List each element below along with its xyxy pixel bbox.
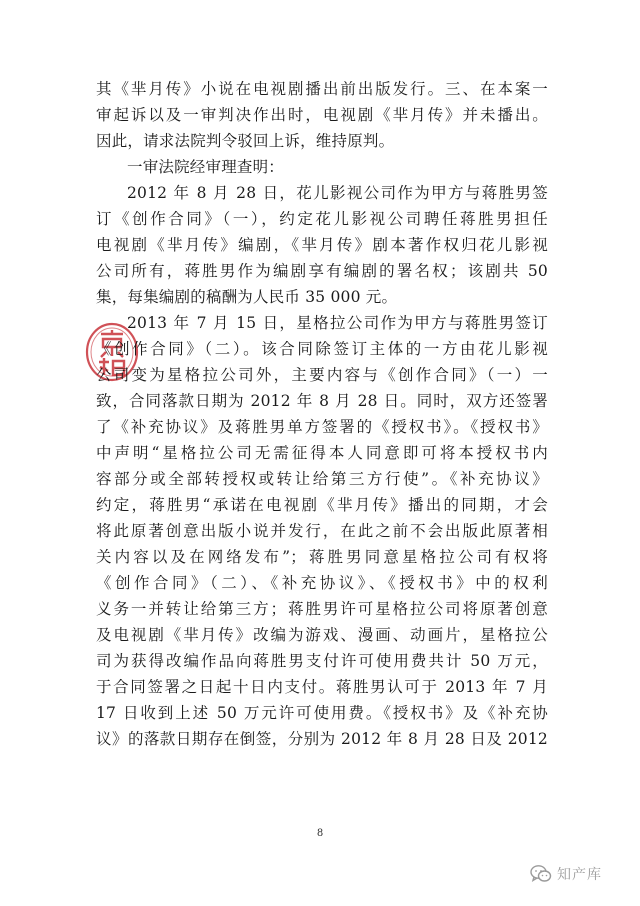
text-line: 司为获得改编作品向蒋胜男支付许可使用费共计 50 万元， — [96, 652, 548, 670]
text-line: 《创作合同》（二）。该合同除签订主体的一方由花儿影视 — [96, 340, 548, 358]
text-line: 集，每集编剧的稿酬为人民币 35 000 元。 — [96, 288, 398, 306]
text-line: 将此原著创意出版小说并发行，在此之前不会出版此原著相 — [96, 522, 548, 540]
text-line: 致，合同落款日期为 2012 年 8 月 28 日。同时，双方还签署 — [96, 392, 548, 410]
watermark-label: 知产库 — [557, 867, 602, 883]
text-line: 订《创作合同》（一），约定花儿影视公司聘任蒋胜男担任 — [96, 210, 548, 228]
text-line: 及电视剧《芈月传》改编为游戏、漫画、动画片，星格拉公 — [96, 626, 548, 644]
text-line: 其《芈月传》小说在电视剧播出前出版发行。三、在本案一 — [96, 80, 548, 98]
text-line: 于合同签署之日起十日内支付。蒋胜男认可于 2013 年 7 月 — [96, 678, 548, 696]
text-line: 公司变为星格拉公司外，主要内容与《创作合同》（一）一 — [96, 366, 548, 384]
text-line: 了《补充协议》及蒋胜男单方签署的《授权书》。《授权书》 — [96, 418, 548, 436]
document-body — [96, 76, 548, 752]
text-line: 《创作合同》（二）、《补充协议》、《授权书》中的权利 — [96, 574, 548, 592]
text-line: 关内容以及在网络发布”；蒋胜男同意星格拉公司有权将 — [96, 548, 548, 566]
text-line: 中声明“星格拉公司无需征得本人同意即可将本授权书内 — [96, 444, 548, 462]
text-line: 容部分或全部转授权或转让给第三方行使”。《补充协议》 — [96, 470, 548, 488]
text-line: 公司所有，蒋胜男作为编剧享有编剧的署名权；该剧共 50 — [96, 262, 548, 280]
page-number: 8 — [316, 828, 324, 839]
watermark — [530, 862, 602, 886]
text-line: 审起诉以及一审判决作出时，电视剧《芈月传》并未播出。 — [96, 106, 548, 124]
text-line: 因此，请求法院判令驳回上诉，维持原判。 — [96, 132, 395, 150]
text-line: 2012 年 8 月 28 日，花儿影视公司作为甲方与蒋胜男签 — [127, 184, 548, 202]
text-line: 电视剧《芈月传》编剧，《芈月传》剧本著作权归花儿影视 — [96, 236, 548, 254]
wechat-icon — [530, 864, 552, 884]
text-line: 义务一并转让给第三方；蒋胜男许可星格拉公司将原著创意 — [96, 600, 548, 618]
text-line: 议》的落款日期存在倒签，分别为 2012 年 8 月 28 日及 2012 — [96, 730, 548, 748]
text-line: 约定，蒋胜男“承诺在电视剧《芈月传》播出的同期，才会 — [96, 496, 548, 514]
section-heading: 一审法院经审理查明： — [127, 158, 285, 176]
text-line: 17 日收到上述 50 万元许可使用费。《授权书》及《补充协 — [96, 704, 548, 722]
text-line: 2013 年 7 月 15 日，星格拉公司作为甲方与蒋胜男签订 — [127, 314, 548, 332]
